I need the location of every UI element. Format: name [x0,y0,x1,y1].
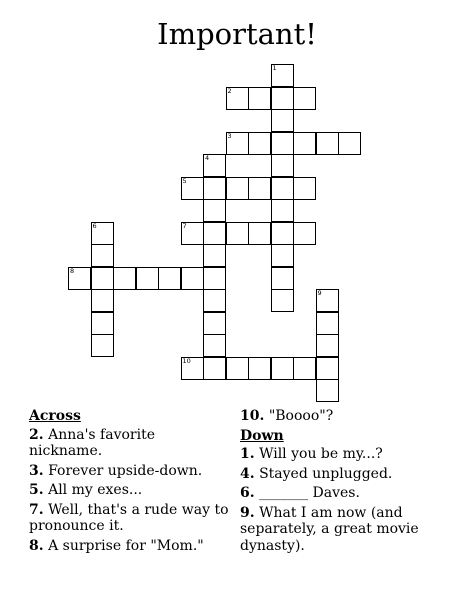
down-clue-4: 4. Stayed unplugged. [240,465,393,482]
grid-cell[interactable] [293,177,316,200]
across-clue-3: 3. Forever upside-down. [29,462,203,479]
clue-text: Forever upside-down. [48,462,203,479]
grid-cell[interactable] [226,222,249,245]
grid-cell[interactable] [271,222,294,245]
clue-number: 9 [240,504,250,521]
clue-number: 1 [240,446,250,462]
grid-cell[interactable] [91,334,114,357]
clue-number: 3 [29,462,39,479]
grid-cell[interactable] [316,334,339,357]
cell-number: 4 [205,154,210,162]
grid-cell[interactable] [316,357,339,380]
cell-number: 1 [272,64,277,72]
grid-cell[interactable] [203,177,226,200]
cell-number: 6 [92,221,97,230]
grid-cell[interactable] [271,244,294,267]
grid-cell[interactable] [203,222,226,245]
grid-cell[interactable] [203,312,226,335]
cell-number: 10 [182,356,191,365]
clue-text: Well, that's a rude way to pronounce it. [29,501,229,534]
cell-number: 8 [70,266,75,275]
grid-cell[interactable] [248,87,271,110]
grid-cell[interactable] [113,267,136,290]
clue-text: What I am now (and separately, a great movie dynasty). [240,504,419,554]
cell-number: 3 [227,131,232,140]
grid-cell[interactable] [203,357,226,380]
cell-number: 7 [182,221,187,230]
grid-cell[interactable] [203,289,226,312]
grid-cell[interactable] [181,357,204,380]
across-clue-7: 7. Well, that's a rude way to pronounce it. [29,501,229,534]
down-clue-6: 6. _______ Daves. [240,485,360,501]
clue-number: 7 [29,501,39,518]
grid-cell[interactable] [316,289,339,312]
grid-cell[interactable] [91,312,114,335]
grid-cell[interactable] [293,132,316,155]
across-clue-8: 8. A surprise for "Mom." [29,537,204,554]
cell-number: 5 [182,176,187,185]
grid-cell[interactable] [226,177,249,200]
grid-cell[interactable] [91,244,114,267]
grid-cell[interactable] [248,177,271,200]
down-clue-9: 9. What I am now (and separately, a great movie dynasty). [240,504,419,554]
grid-cell[interactable] [248,357,271,380]
clue-text: All my exes... [48,482,143,498]
grid-cell[interactable] [271,132,294,155]
clue-text: _______ Daves. [259,485,360,501]
grid-cell[interactable] [203,199,226,222]
clue-number: 6 [240,485,250,501]
grid-cell[interactable] [136,267,159,290]
grid-cell[interactable] [203,267,226,290]
grid-cell[interactable] [271,289,294,312]
across-heading: Across [29,408,81,424]
clue-number: 5 [29,482,39,498]
grid-cell[interactable] [91,267,114,290]
clue-number: 4 [240,465,250,482]
grid-cell[interactable] [271,357,294,380]
across-clue-10: 10. "Boooo"? [240,408,334,424]
clue-number: 8 [29,537,39,554]
grid-cell[interactable] [68,267,91,290]
grid-cell[interactable] [203,334,226,357]
grid-cell[interactable] [293,357,316,380]
clue-number: 2 [29,426,39,443]
clue-number: 10 [240,408,260,424]
grid-cell[interactable] [271,109,294,132]
grid-cell[interactable] [271,154,294,177]
grid-cell[interactable] [316,132,339,155]
grid-cell[interactable] [181,177,204,200]
grid-cell[interactable] [226,87,249,110]
across-clue-2: 2. Anna's favorite nickname. [29,426,155,459]
grid-cell[interactable] [91,289,114,312]
clue-text: Anna's favorite nickname. [29,426,155,459]
clue-text: Stayed unplugged. [259,465,393,482]
grid-cell[interactable] [271,64,294,87]
grid-cell[interactable] [271,87,294,110]
grid-cell[interactable] [271,267,294,290]
grid-cell[interactable] [181,222,204,245]
clues-right-column [240,408,450,557]
grid-cell[interactable] [203,154,226,177]
grid-cell[interactable] [226,132,249,155]
grid-cell[interactable] [293,87,316,110]
grid-cell[interactable] [271,177,294,200]
across-clue-5: 5. All my exes... [29,482,143,498]
grid-cell[interactable] [226,357,249,380]
cell-number: 9 [317,289,322,297]
grid-cell[interactable] [203,244,226,267]
clue-text: Will you be my...? [259,446,383,462]
grid-cell[interactable] [248,222,271,245]
clues-left-column [29,408,229,557]
down-clue-1: 1. Will you be my...? [240,446,383,462]
down-heading: Down [240,427,284,444]
cell-number: 2 [227,86,232,95]
grid-cell[interactable] [293,222,316,245]
grid-cell[interactable] [271,199,294,222]
grid-cell[interactable] [316,379,339,402]
puzzle-title: Important! [157,17,317,51]
grid-cell[interactable] [158,267,181,290]
grid-cell[interactable] [338,132,361,155]
grid-cell[interactable] [91,222,114,245]
clue-text: A surprise for "Mom." [48,537,204,554]
grid-cell[interactable] [181,267,204,290]
grid-cell[interactable] [316,312,339,335]
grid-cell[interactable] [248,132,271,155]
clue-text: "Boooo"? [268,408,334,424]
